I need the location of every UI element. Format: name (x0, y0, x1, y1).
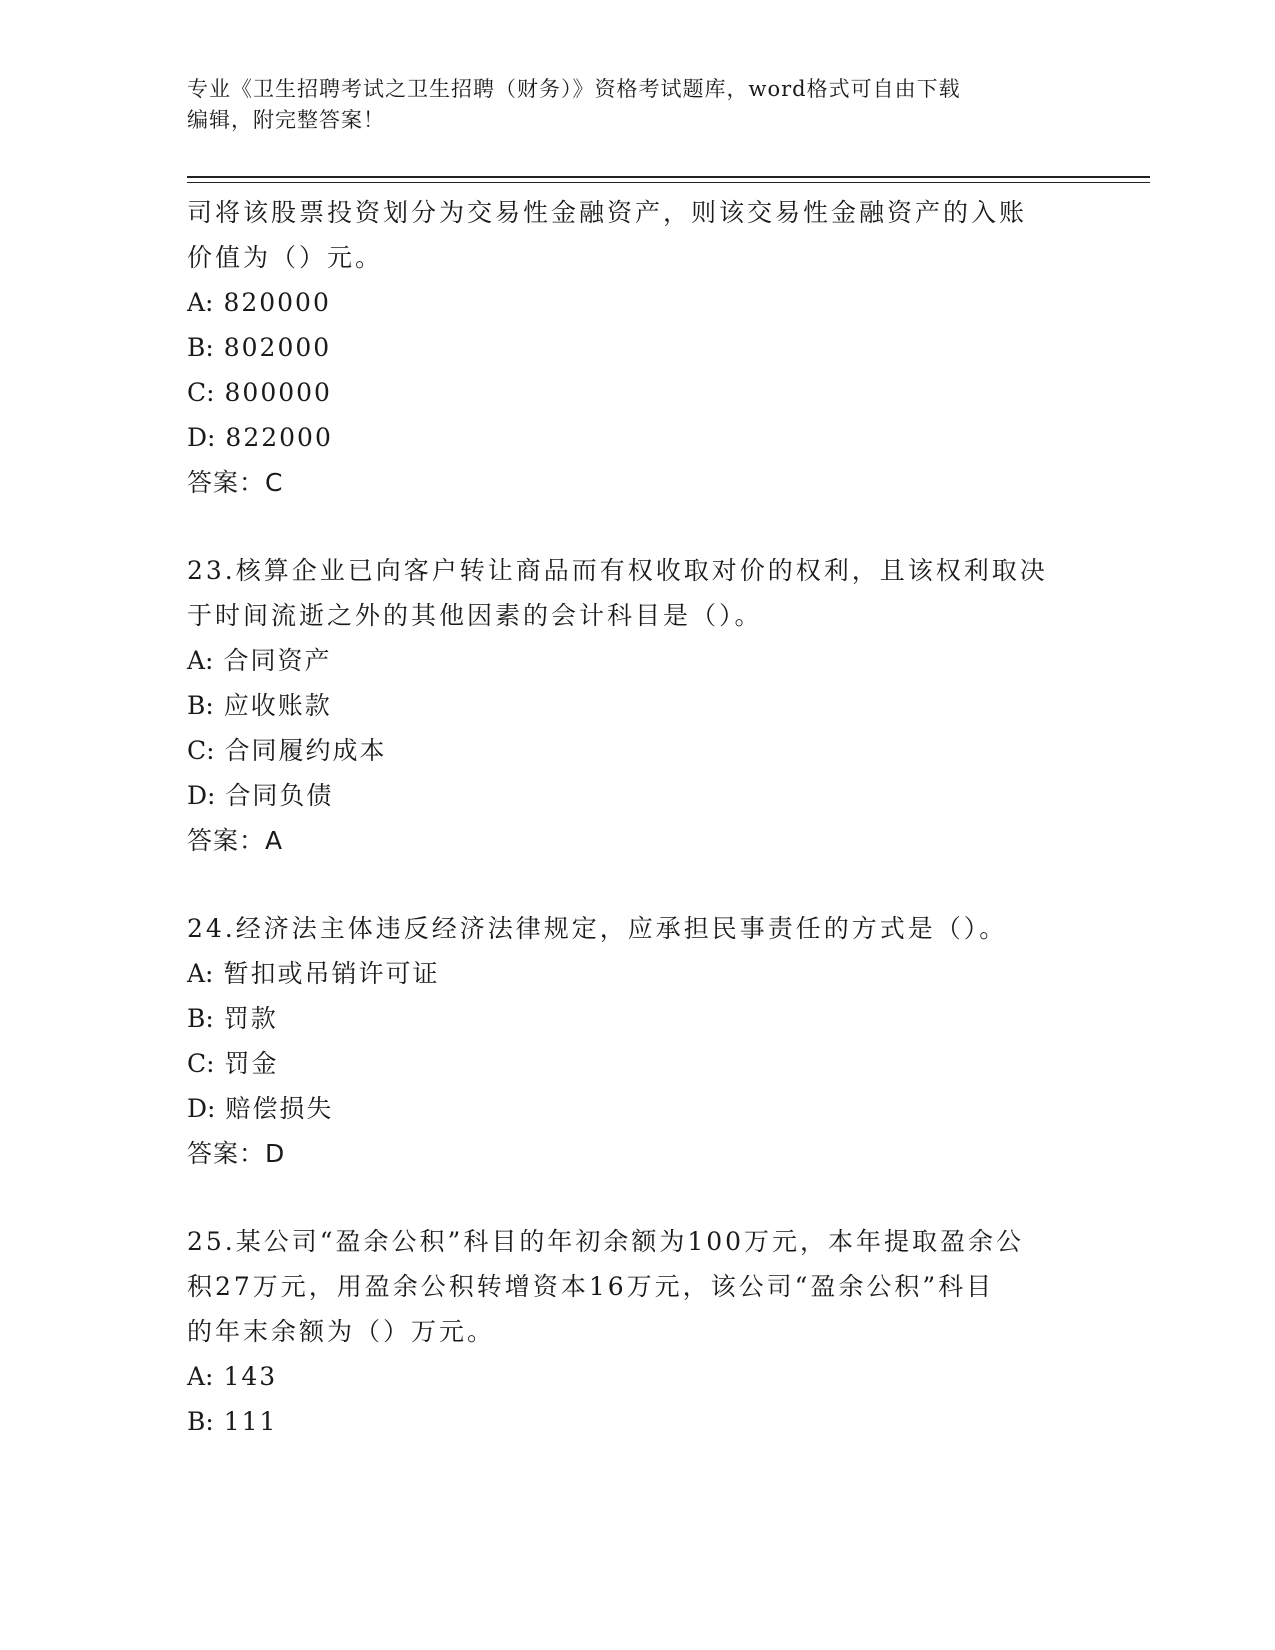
option-a (187, 638, 1087, 683)
question-text-line: 司将该股票投资划分为交易性金融资产，则该交易性金融资产的入账 (187, 198, 1028, 227)
option-b (187, 1399, 1087, 1444)
option-text: 820000 (223, 288, 331, 317)
option-letter: A: (187, 1362, 214, 1391)
header-divider-thin (187, 182, 1150, 183)
option-letter: A: (187, 288, 214, 317)
option-letter: B: (187, 1004, 214, 1033)
option-d (187, 415, 1087, 460)
option-letter: D: (187, 781, 216, 810)
option-text: 802000 (223, 333, 332, 362)
answer-line: 答案：D (187, 1139, 286, 1168)
header-line-2: 编辑，附完整答案！ (187, 108, 385, 132)
option-a (187, 1354, 1087, 1399)
answer-line: 答案：C (187, 468, 284, 497)
option-letter: B: (187, 691, 214, 720)
option-letter: D: (187, 423, 216, 452)
option-text: 合同资产 (223, 646, 332, 675)
option-c (187, 370, 1087, 415)
option-text: 罚款 (223, 1004, 278, 1033)
option-d (187, 773, 1087, 818)
question-list (187, 190, 1087, 1444)
option-letter: A: (187, 646, 214, 675)
header-line-1: 专业《卫生招聘考试之卫生招聘（财务）》资格考试题库，word格式可自由下载 (187, 77, 961, 101)
answer-line: 答案：A (187, 826, 284, 855)
option-text: 应收账款 (223, 691, 332, 720)
option-text: 143 (223, 1362, 278, 1391)
option-letter: B: (187, 1407, 214, 1436)
document-header (187, 74, 1087, 136)
question-24 (187, 906, 1087, 1176)
option-c (187, 728, 1087, 773)
question-25 (187, 1219, 1087, 1444)
option-text: 合同履约成本 (224, 736, 387, 765)
question-23 (187, 548, 1087, 863)
option-text: 111 (223, 1407, 278, 1436)
option-c (187, 1041, 1087, 1086)
option-text: 822000 (225, 423, 333, 452)
question-text-line: 23.核算企业已向客户转让商品而有权收取对价的权利，且该权利取决 (187, 556, 1048, 585)
option-letter: B: (187, 333, 214, 362)
option-b (187, 325, 1087, 370)
option-b (187, 683, 1087, 728)
option-letter: C: (187, 1049, 215, 1078)
option-b (187, 996, 1087, 1041)
option-text: 罚金 (224, 1049, 279, 1078)
header-divider-thick (187, 176, 1150, 178)
option-text: 暂扣或吊销许可证 (223, 959, 440, 988)
option-a (187, 951, 1087, 996)
question-text-line: 于时间流逝之外的其他因素的会计科目是（）。 (187, 601, 763, 630)
option-letter: D: (187, 1094, 216, 1123)
question-text-line: 价值为（）元。 (187, 243, 384, 272)
question-text-line: 积27万元，用盈余公积转增资本16万元，该公司“盈余公积”科目 (187, 1272, 995, 1301)
option-letter: A: (187, 959, 214, 988)
question-text-line: 的年末余额为（）万元。 (187, 1317, 496, 1346)
option-a (187, 280, 1087, 325)
option-text: 800000 (224, 378, 332, 407)
option-letter: C: (187, 736, 215, 765)
question-22 (187, 190, 1087, 505)
option-letter: C: (187, 378, 215, 407)
question-text-line: 24.经济法主体违反经济法律规定，应承担民事责任的方式是（）。 (187, 914, 1008, 943)
option-text: 合同负债 (225, 781, 334, 810)
option-text: 赔偿损失 (225, 1094, 334, 1123)
question-text-line: 25.某公司“盈余公积”科目的年初余额为100万元，本年提取盈余公 (187, 1227, 1025, 1256)
option-d (187, 1086, 1087, 1131)
